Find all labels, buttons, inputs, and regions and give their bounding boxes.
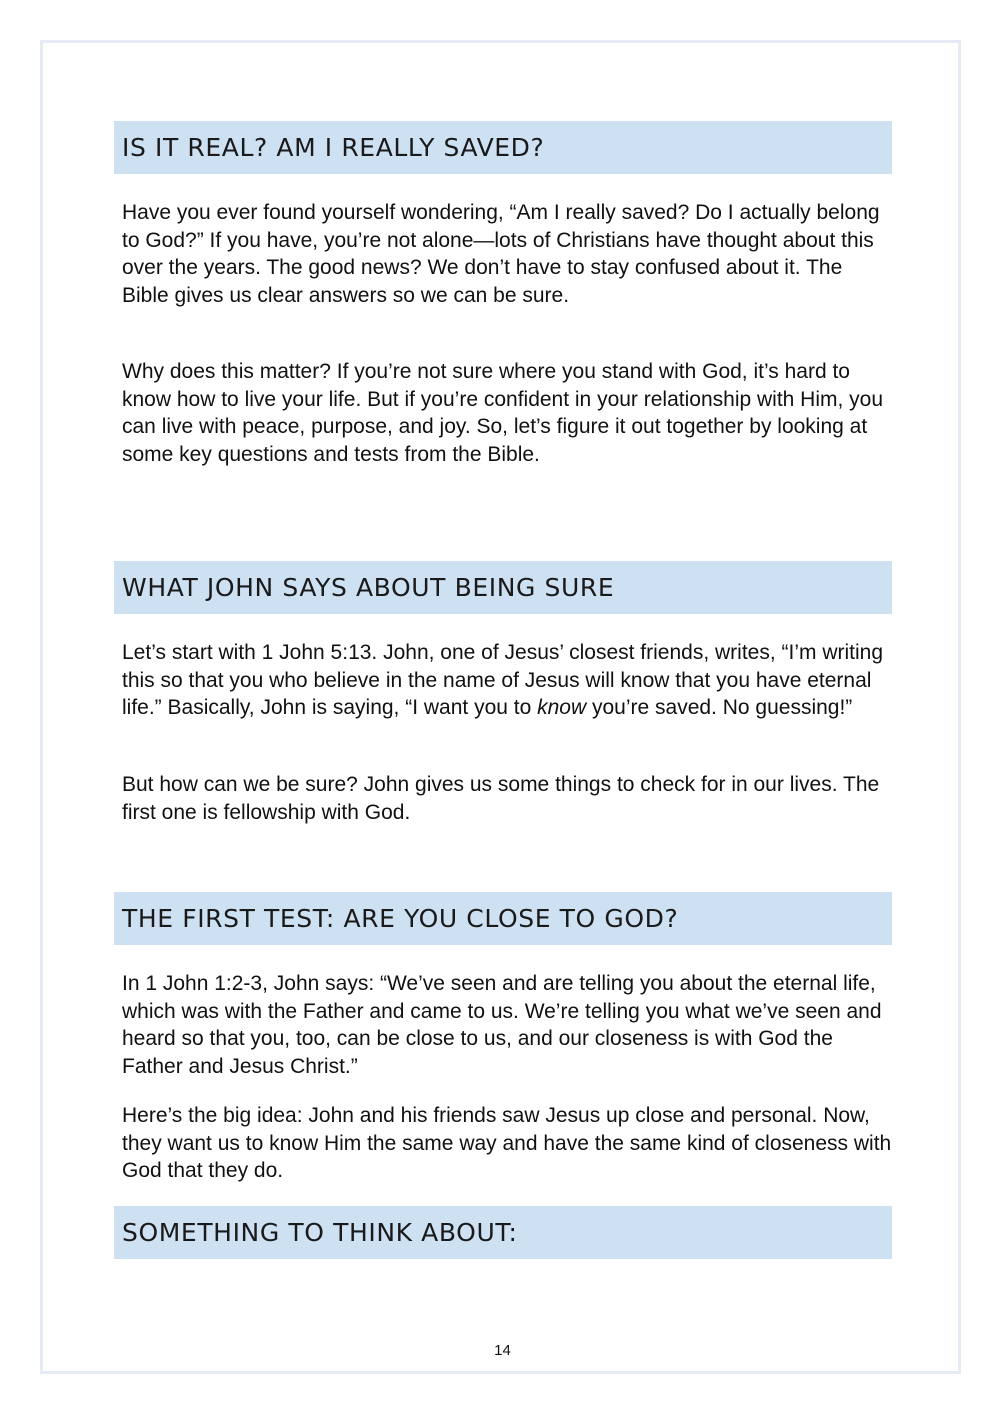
emphasized-word: know	[537, 696, 587, 719]
section-heading-first-test: THE FIRST TEST: ARE YOU CLOSE TO GOD?	[114, 892, 892, 945]
section-heading-what-john-says: WHAT JOHN SAYS ABOUT BEING SURE	[114, 561, 892, 614]
paragraph: Have you ever found yourself wondering, “Am I really saved? Do I actually belong to God?” If you have, you’re not alone—lots of Christians have thought about this over the years. The good news? We don’t have to stay confused about it. The Bible gives us clear answers so we can be sure.	[122, 201, 880, 307]
paragraph-text: Let’s start with 1 John 5:13. John, one of Jesus’ closest friends, writes, “I’m writing this so that you who believe in the name of Jesus will know that you have eternal life.” Basically, John is saying, “I want you to	[122, 641, 884, 719]
paragraph	[122, 639, 892, 722]
paragraph: Why does this matter? If you’re not sure where you stand with God, it’s hard to know how to live your life. But if you’re confident in your relationship with Him, you can live with peace, purpose, and joy. So, let’s figure it out together by looking at some key questions and tests from the Bible.	[122, 360, 884, 466]
section-heading-is-it-real: IS IT REAL? AM I REALLY SAVED?	[114, 121, 892, 174]
page-number: 14	[494, 1342, 511, 1359]
paragraph: In 1 John 1:2-3, John says: “We’ve seen and are telling you about the eternal life, which was with the Father and came to us. We’re telling you what we’ve seen and heard so that you, too, can be close to us, and our closeness is with God the Father and Jesus Christ.”	[122, 972, 882, 1078]
paragraph: But how can we be sure? John gives us some things to check for in our lives. The first one is fellowship with God.	[122, 773, 880, 824]
paragraph-text: you’re saved. No guessing!”	[586, 696, 853, 719]
section-heading-something-to-think-about: SOMETHING TO THINK ABOUT:	[114, 1206, 892, 1259]
paragraph: Here’s the big idea: John and his friends saw Jesus up close and personal. Now, they want us to know Him the same way and have the same kind of closeness with God that they do.	[122, 1104, 892, 1182]
